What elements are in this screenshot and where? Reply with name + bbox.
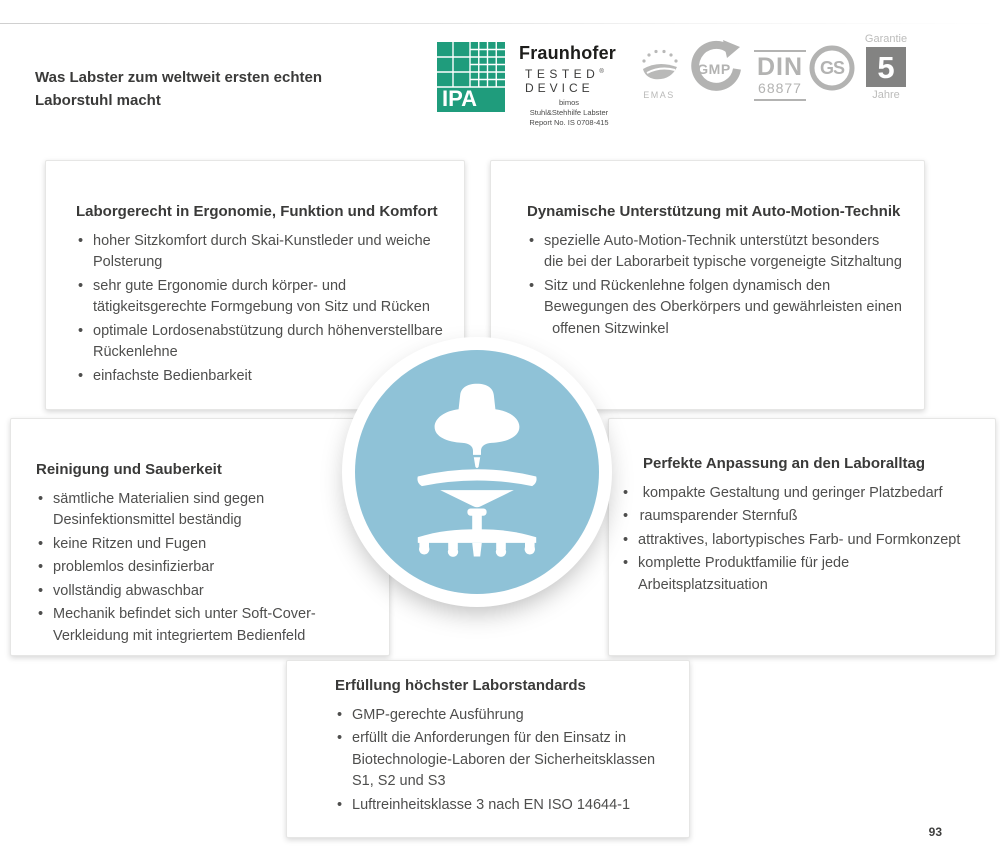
bullet-item: • GMP-gerechte Ausführung [335,705,675,726]
gmp-label: GMP [697,61,731,77]
device-label: DEVICE [525,81,594,95]
card-bullet-list [36,489,373,647]
bullet-item: • keine Ritzen und Fugen [36,534,373,555]
emas-leaf-icon [637,48,681,84]
report-line1: bimos [558,98,579,107]
gs-label: GS [819,58,844,78]
bullet-item: • erfüllt die Anforderungen für den Einsatz in Biotechnologie-Laboren der Sicherheitsklassen S1, S2 und S3 [335,728,675,792]
bullet-item: • vollständig abwaschbar [36,581,373,602]
report-info [519,98,619,127]
card-bullet-list [76,231,452,387]
emas-badge [636,48,682,100]
bullet-item: • problemlos desinfizierbar [36,557,373,578]
din-bottom-line [754,99,806,101]
warranty-seal [866,47,906,87]
fraunhofer-tested-device [519,43,629,127]
bullet-item: • optimale Lordosenabstützung durch höhenverstellbare Rückenlehne [76,321,452,364]
tested-text: TESTED [525,67,600,81]
feature-card-standards [286,660,690,838]
gs-badge [808,44,856,92]
din-number: 68877 [758,80,802,97]
bullet-item: • komplette Produktfamilie für jede Arbeitsplatzsituation [621,553,977,596]
card-bullet-list [335,705,675,816]
din-68877-badge [754,50,806,101]
warranty-years-number: 5 [877,49,895,85]
report-line3: Report No. IS 0708-415 [529,117,609,127]
bullet-item: • Mechanik befindet sich unter Soft-Cover-Verkleidung mit integriertem Bedienfeld [36,604,373,647]
feature-card-lab-fit [608,418,996,656]
bullet-item: • hoher Sitzkomfort durch Skai-Kunstleder und weiche Polsterung [76,231,452,274]
card-title: Reinigung und Sauberkeit [36,461,222,478]
bullet-item: • kompakte Gestaltung und geringer Platzbedarf [621,483,977,504]
page-title-line2: Laborstuhl macht [35,92,161,110]
tested-label [525,67,629,81]
lab-chair-circle [355,350,599,594]
card-bullet-list [621,483,977,596]
warranty-top-label: Garantie [864,33,908,45]
top-divider-line [0,23,1000,24]
page-title [35,66,455,113]
feature-card-cleaning [10,418,390,656]
bullet-item: • spezielle Auto-Motion-Technik unterstützt besonders die bei der Laborarbeit typische vorgeneigte Sitzhaltung [527,231,902,274]
bullet-item: • Sitz und Rückenlehne folgen dynamisch den Bewegungen des Oberkörpers und gewährleisten einen offenen Sitzwinkel [527,276,902,340]
bullet-item: • sehr gute Ergonomie durch körper- und tätigkeitsgerechte Formgebung von Sitz und Rücken [76,276,452,319]
card-title: Dynamische Unterstützung mit Auto-Motion-Technik [527,203,901,220]
report-line2: Stuhl&Stehhilfe Labster [529,107,609,117]
emas-label: EMAS [643,90,675,100]
bullet-item: • Luftreinheitsklasse 3 nach EN ISO 14644-1 [335,795,675,816]
ipa-grid-icon [437,42,505,112]
card-title: Perfekte Anpassung an den Laboralltag [643,455,926,472]
ipa-label: IPA [442,86,478,111]
bullet-item: • einfachste Bedienbarkeit [76,366,452,387]
fraunhofer-brand: Fraunhofer [519,43,617,63]
page-title-line1: Was Labster zum weltweit ersten echten [35,69,323,86]
page-number: 93 [928,825,942,839]
warranty-bottom-label: Jahre [872,89,900,101]
registered-mark: ® [599,69,604,75]
warranty-badge [862,33,910,101]
card-title: Laborgerecht in Ergonomie, Funktion und Komfort [76,203,438,220]
gmp-badge [684,40,744,96]
din-label: DIN [756,53,804,81]
card-title: Erfüllung höchster Laborstandards [335,677,586,694]
card-bullet-list [527,231,902,340]
bullet-item: • attraktives, labortypisches Farb- und Formkonzept [621,530,977,551]
bullet-item: • raumsparender Sternfuß [621,506,977,527]
bullet-item: • sämtliche Materialien sind gegen Desinfektionsmittel beständig [36,489,373,532]
fraunhofer-ipa-logo [437,42,505,112]
lab-chair-icon [397,366,557,571]
